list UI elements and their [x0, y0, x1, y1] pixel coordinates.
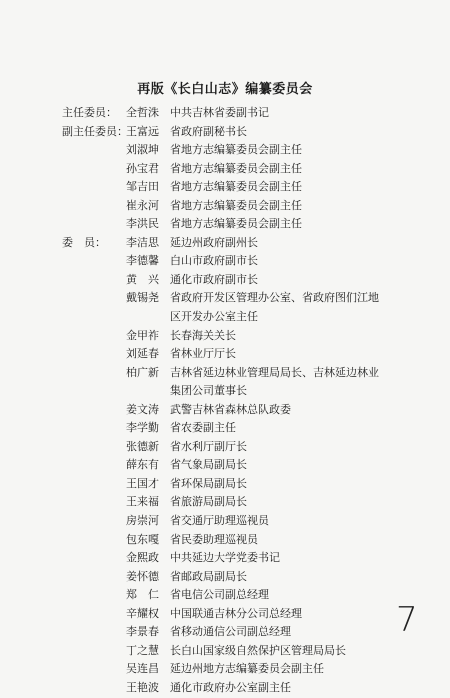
member-title: 集团公司董事长 — [170, 384, 247, 398]
member-name: 王国才 — [126, 476, 159, 490]
member-title: 通化市政府副市长 — [170, 272, 258, 286]
member-row — [0, 252, 450, 271]
member-title: 中国联通吉林分公司总经理 — [170, 606, 302, 620]
member-name: 李洪民 — [126, 217, 159, 231]
member-row — [0, 623, 450, 642]
member-title: 省环保局副局长 — [170, 476, 247, 490]
member-row — [0, 345, 450, 364]
member-title: 省交通厅助理巡视员 — [170, 514, 269, 528]
member-name: 辛耀权 — [126, 606, 159, 620]
member-title: 武警吉林省森林总队政委 — [170, 402, 291, 416]
member-row — [0, 605, 450, 624]
member-row — [0, 456, 450, 475]
member-title: 省地方志编纂委员会副主任 — [170, 180, 302, 194]
member-title: 省林业厅厅长 — [170, 347, 236, 361]
member-title: 省电信公司副总经理 — [170, 588, 269, 602]
member-row — [0, 549, 450, 568]
member-name: 金甲祚 — [126, 328, 159, 342]
member-title: 延边州地方志编纂委员会副主任 — [170, 662, 324, 676]
member-row — [0, 308, 450, 327]
member-row — [0, 123, 450, 142]
member-name: 刘淑坤 — [126, 143, 159, 157]
member-title: 区开发办公室主任 — [170, 310, 258, 324]
member-title: 通化市政府办公室副主任 — [170, 680, 291, 694]
member-row — [0, 531, 450, 550]
member-row — [0, 419, 450, 438]
member-title: 长春海关关长 — [170, 328, 236, 342]
member-row — [0, 160, 450, 179]
member-name: 张德新 — [126, 439, 159, 453]
member-role: 委 员： — [62, 235, 106, 249]
member-row — [0, 475, 450, 494]
member-title: 省民委助理巡视员 — [170, 532, 258, 546]
member-name: 李德馨 — [126, 254, 159, 268]
member-name: 王艳波 — [126, 680, 159, 694]
member-row — [0, 568, 450, 587]
document-title: 再版《长白山志》编纂委员会 — [137, 82, 313, 97]
member-title: 省水利厅副厅长 — [170, 439, 247, 453]
member-name: 邹吉田 — [126, 180, 159, 194]
member-title: 中共延边大学党委书记 — [170, 551, 280, 565]
member-title: 省移动通信公司副总经理 — [170, 625, 291, 639]
member-row — [0, 178, 450, 197]
member-row — [0, 642, 450, 661]
member-name: 吴连昌 — [126, 662, 159, 676]
member-row — [0, 215, 450, 234]
member-row — [0, 438, 450, 457]
member-title: 省邮政局副局长 — [170, 569, 247, 583]
member-name: 姜文涛 — [126, 402, 159, 416]
member-name: 薛东有 — [126, 458, 159, 472]
member-name: 李学勤 — [126, 421, 159, 435]
member-row — [0, 104, 450, 123]
member-title: 中共吉林省委副书记 — [170, 106, 269, 119]
member-title: 省地方志编纂委员会副主任 — [170, 198, 302, 212]
member-name: 王富远 — [126, 124, 159, 138]
member-title: 省农委副主任 — [170, 421, 236, 435]
member-name: 李洁思 — [126, 235, 159, 249]
member-name: 刘延春 — [126, 347, 159, 361]
member-row — [0, 493, 450, 512]
member-title: 白山市政府副市长 — [170, 254, 258, 268]
member-row — [0, 382, 450, 401]
page-number: 7 — [396, 600, 418, 640]
member-row — [0, 327, 450, 346]
member-row — [0, 271, 450, 290]
member-row — [0, 660, 450, 679]
member-name: 戴锡尧 — [126, 291, 159, 305]
member-name: 孙宝君 — [126, 161, 159, 175]
member-name: 崔永河 — [126, 198, 159, 212]
member-name: 姜怀德 — [126, 569, 159, 583]
member-title: 省政府开发区管理办公室、省政府图们江地 — [170, 291, 379, 305]
member-title: 省旅游局副局长 — [170, 495, 247, 509]
member-row — [0, 364, 450, 383]
member-title: 长白山国家级自然保护区管理局局长 — [170, 643, 346, 657]
member-name: 王来福 — [126, 495, 159, 509]
member-row — [0, 197, 450, 216]
member-title: 省地方志编纂委员会副主任 — [170, 161, 302, 175]
member-title: 延边州政府副州长 — [170, 235, 258, 249]
member-row — [0, 512, 450, 531]
member-name: 李景春 — [126, 625, 159, 639]
member-name: 郑 仁 — [126, 588, 159, 602]
member-row — [0, 586, 450, 605]
member-title: 省气象局副局长 — [170, 458, 247, 472]
member-name: 柏广新 — [126, 365, 159, 379]
member-row — [0, 679, 450, 698]
member-title: 省地方志编纂委员会副主任 — [170, 217, 302, 231]
member-row — [0, 401, 450, 420]
member-name: 房崇河 — [126, 514, 159, 528]
member-name: 全哲洙 — [126, 106, 159, 119]
member-name: 包东嘎 — [126, 532, 159, 546]
member-title: 省地方志编纂委员会副主任 — [170, 143, 302, 157]
member-row — [0, 234, 450, 253]
member-title: 省政府副秘书长 — [170, 124, 247, 138]
member-role: 副主任委员： — [62, 124, 128, 138]
member-list — [0, 104, 450, 698]
member-name: 丁之慧 — [126, 643, 159, 657]
member-name: 金熙政 — [126, 551, 159, 565]
member-role: 主任委员： — [62, 106, 117, 119]
member-name: 黄 兴 — [126, 272, 159, 286]
member-row — [0, 141, 450, 160]
member-row — [0, 289, 450, 308]
member-title: 吉林省延边林业管理局局长、吉林延边林业 — [170, 365, 379, 379]
